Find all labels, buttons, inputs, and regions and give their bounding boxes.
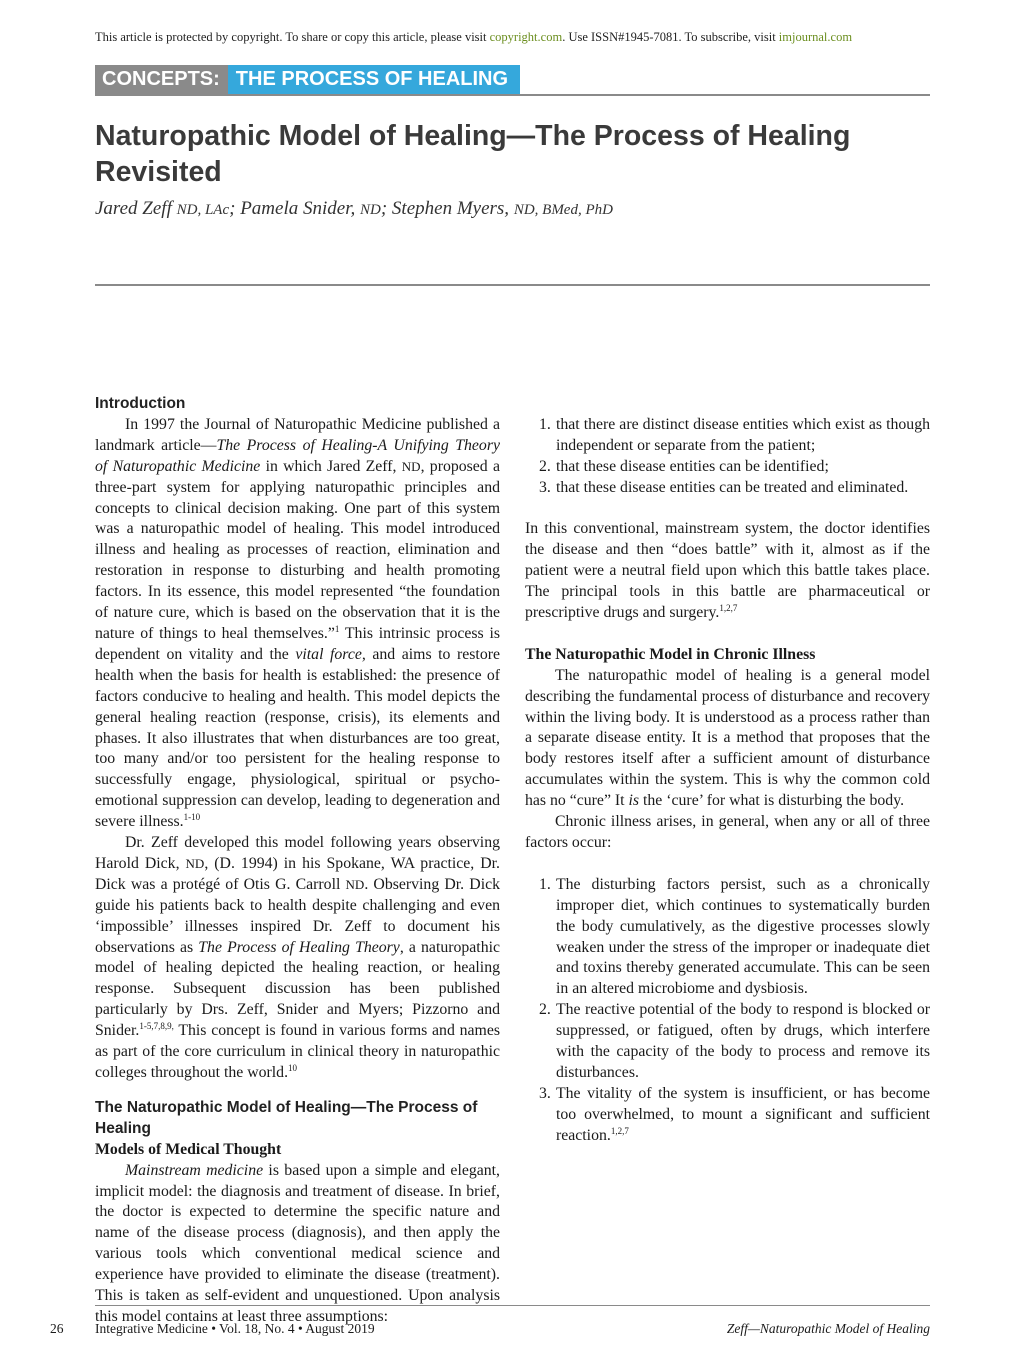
list-item: 2. The reactive potential of the body to respond is blocked or suppressed, or fatigued, often by drugs, which interfere with the capacity of the body to process and remove its disturbances. — [539, 1001, 930, 1081]
title-divider — [95, 284, 930, 286]
author-credentials: ND — [360, 202, 381, 218]
author-credentials: ND, BMed, PhD — [513, 202, 613, 218]
page-number: 26 — [50, 1321, 64, 1336]
subsection-heading: Models of Medical Thought — [95, 1140, 282, 1158]
footer-divider — [95, 1305, 930, 1306]
chronic-paragraph-2: Chronic illness arises, in general, when any or all of three factors occur: — [525, 813, 930, 851]
banner-topic: THE PROCESS OF HEALING — [228, 65, 520, 95]
section-banner — [95, 65, 520, 95]
assumptions-list — [525, 415, 930, 499]
chronic-illness-heading: The Naturopathic Model in Chronic Illness — [525, 645, 816, 663]
author-credentials: ND, LAc — [176, 202, 230, 218]
list-item: 2. that these disease entities can be identified; — [539, 457, 829, 475]
models-paragraph: Mainstream medicine is based upon a simple and elegant, implicit model: the diagnosis and treatment of disease. In brief, the doctor is expected to determine the specific nature and name of the disease process (diagnosis), and then apply the various tools which conventional medical science and experience have provided to eliminate the disease (treatment). This is taken as self-evident and unquestioned. Upon analysis this model contains at least three assumptions: — [95, 1161, 500, 1325]
author-line — [95, 198, 935, 220]
author-name: Stephen Myers, — [391, 198, 510, 219]
intro-paragraph-2: Dr. Zeff developed this model following years observing Harold Dick, ND, (D. 1994) in his Spokane, WA practice, Dr. Dick was a protégé of Otis G. Carroll ND. Observing Dr. Dick guide his patients back to health despite challenging and even ‘impossible’ illnesses inspired Dr. Zeff to document his observations as The Process of Healing Theory, a naturopathic model of healing depicted the healing reaction, or healing response. Subsequent discussion has been published particularly by Drs. Zeff, Snider and Myers; Pizzorno and Snider.$^{1-5,7,8,9,}$ This concept is found in various forms and names as part of the core curriculum in clinical theory in naturopathic colleges throughout the world.$^{10}$ — [95, 834, 501, 1081]
copyright-link[interactable]: copyright.com — [489, 30, 563, 44]
journal-citation: Integrative Medicine • Vol. 18, No. 4 • August 2019 — [95, 1321, 375, 1336]
author-separator: ; — [229, 198, 236, 219]
intro-paragraph-1: In 1997 the Journal of Naturopathic Medicine published a landmark article—The Process of Healing-A Unifying Theory of Naturopathic Medicine in which Jared Zeff, ND, proposed a three-part system for applying naturopathic principles and concepts to clinical decision making. One part of this system was a naturopathic model of healing. This model introduced illness and healing as processes of reaction, elimination and restoration in response to disturbing and health promoting factors. In its essence, this model represented “the foundation of nature cure, which is based on the observation that it is the nature of things to heal themselves.”$^1$ This intrinsic process is dependent on vitality and the vital force, and aims to restore health when the basis for health is established: the presence of factors conducive to healing and health. This model depicts the general healing reaction (response, crisis), its elements and phases. It also illustrates that when disturbances are too great, too many and/or too persistent for the healing response to successfully engage, physiological, spiritual or psycho-emotional suppression can develop, leading to degeneration and severe illness.$^{1-10}$ — [95, 415, 501, 831]
intro-heading: Introduction — [95, 395, 186, 412]
list-item: 3. that these disease entities can be treated and eliminated. — [539, 478, 909, 496]
conventional-paragraph: In this conventional, mainstream system, the doctor identifies the disease and then “does battle” with it, almost as if the patient were a neutral field upon which this battle takes place. The principal tools in this battle are pharmaceutical or prescriptive drugs and surgery.$^{1,2,7}$ — [525, 520, 930, 622]
author-name: Jared Zeff — [95, 198, 172, 219]
subscribe-link[interactable]: imjournal.com — [778, 30, 853, 44]
chronic-factors-list — [525, 875, 930, 1147]
issn-text: . Use ISSN#1945-7081. To subscribe, visit — [562, 30, 776, 44]
banner-divider — [95, 94, 930, 96]
section-heading: The Naturopathic Model of Healing—The Process of Healing — [95, 1098, 478, 1137]
running-head: Zeff—Naturopathic Model of Healing — [726, 1321, 930, 1336]
chronic-paragraph-1: The naturopathic model of healing is a general model describing the fundamental process of disturbance and recovery within the living body. It is understood as a process rather than a separate disease entity. It is a method that proposes that the body restores itself after a sufficient amount of disturbance accumulates within the system. This is why the common cold has no “cure” It is the ‘cure’ for what is disturbing the body. — [525, 666, 930, 810]
list-item: 1. The disturbing factors persist, such as a chronically improper diet, which continues to systematically burden the body cumulatively, as the digestive processes slowly weaken under the stress of the improper or inadequate diet and toxins thereby generated accumulate. This can be seen in an altered microbiome and dysbiosis. — [539, 875, 930, 998]
left-column — [95, 394, 500, 1328]
copyright-text: This article is protected by copyright. To share or copy this article, please visit — [95, 30, 487, 44]
author-name: Pamela Snider, — [240, 198, 356, 219]
author-separator: ; — [380, 198, 388, 219]
list-item: 3. The vitality of the system is insufficient, or has become too overwhelmed, to mount a significant and sufficient reaction.$^{1,2,7}$ — [539, 1084, 930, 1144]
banner-kicker: CONCEPTS: — [95, 65, 228, 95]
article-title: Naturopathic Model of Healing—The Process of Healing Revisited — [95, 120, 851, 188]
copyright-notice — [95, 30, 935, 45]
list-item: 1. that there are distinct disease entities which exist as though independent or separate from the patient; — [539, 415, 930, 454]
right-column — [525, 394, 930, 1147]
